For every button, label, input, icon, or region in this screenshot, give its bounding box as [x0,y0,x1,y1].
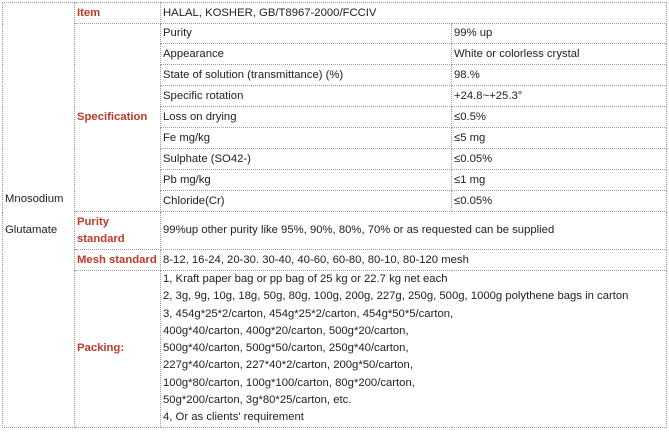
product-name-cell [3,3,75,428]
product-name-line1: Mnosodium [5,192,64,205]
item-row [3,3,667,24]
item-label: Item [75,3,161,24]
spec-value: ≤1 mg [452,170,667,191]
packing-line: 1, Kraft paper bag or pp bag of 25 kg or 22.7 kg net each [163,273,448,285]
spec-name: Chloride(Cr) [161,191,452,212]
packing-line: 2, 3g, 9g, 10g, 18g, 50g, 80g, 100g, 200g, 227g, 250g, 500g, 1000g polythene bags in carton [163,290,629,303]
spec-name: Loss on drying [161,107,452,128]
packing-line: 50g*200/carton, 3g*80*25/carton, etc. [163,394,352,407]
mesh-standard-row [3,250,667,271]
spec-value: ≤0.05% [452,149,667,170]
purity-standard-label-line1: Purity [77,215,110,228]
spec-name: Appearance [161,44,452,65]
packing-line: 3, 454g*25*2/carton, 454g*25*2/carton, 454g*50*5/carton, [163,307,454,320]
item-value: HALAL, KOSHER, GB/T8967-2000/FCCIV [161,3,667,24]
packing-label: Packing: [75,271,161,428]
purity-standard-row [3,212,667,250]
spec-value: ≤0.5% [452,107,667,128]
mesh-standard-value: 8-12, 16-24, 20-30. 30-40, 40-60, 60-80, 80-10, 80-120 mesh [161,250,667,271]
spec-value: +24.8~+25.3° [452,86,667,107]
spec-value: White or colorless crystal [452,44,667,65]
packing-line: 100g*80/carton, 100g*100/carton, 80g*200/carton, [163,376,415,389]
product-spec-table [2,2,667,428]
spec-name: Purity [161,24,452,44]
packing-line: 4, Or as clients' requirement [163,411,304,424]
purity-standard-label [75,212,161,250]
packing-line: 500g*40/carton, 500g*50/carton, 250g*40/carton, [163,342,409,355]
spec-name: Sulphate (SO42-) [161,149,452,170]
spec-value: ≤0.05% [452,191,667,212]
spec-name: Pb mg/kg [161,170,452,191]
specification-label: Specification [75,24,161,212]
spec-value: 98.% [452,65,667,86]
spec-row [3,24,667,44]
spec-name: Specific rotation [161,86,452,107]
packing-value [161,271,667,428]
spec-name: State of solution (transmittance) (%) [161,65,452,86]
product-name-line2: Glutamate [5,223,58,236]
spec-value: ≤5 mg [452,128,667,149]
spec-name: Fe mg/kg [161,128,452,149]
purity-standard-label-line2: standard [77,232,125,245]
purity-standard-value: 99%up other purity like 95%, 90%, 80%, 70% or as requested can be supplied [161,212,667,250]
packing-row [3,271,667,428]
mesh-standard-label: Mesh standard [75,250,161,271]
spec-value: 99% up [452,24,667,44]
packing-line: 227g*40/carton, 227*40*2/carton, 200g*50/carton, [163,359,413,372]
packing-line: 400g*40/carton, 400g*20/carton, 500g*20/carton, [163,324,409,337]
